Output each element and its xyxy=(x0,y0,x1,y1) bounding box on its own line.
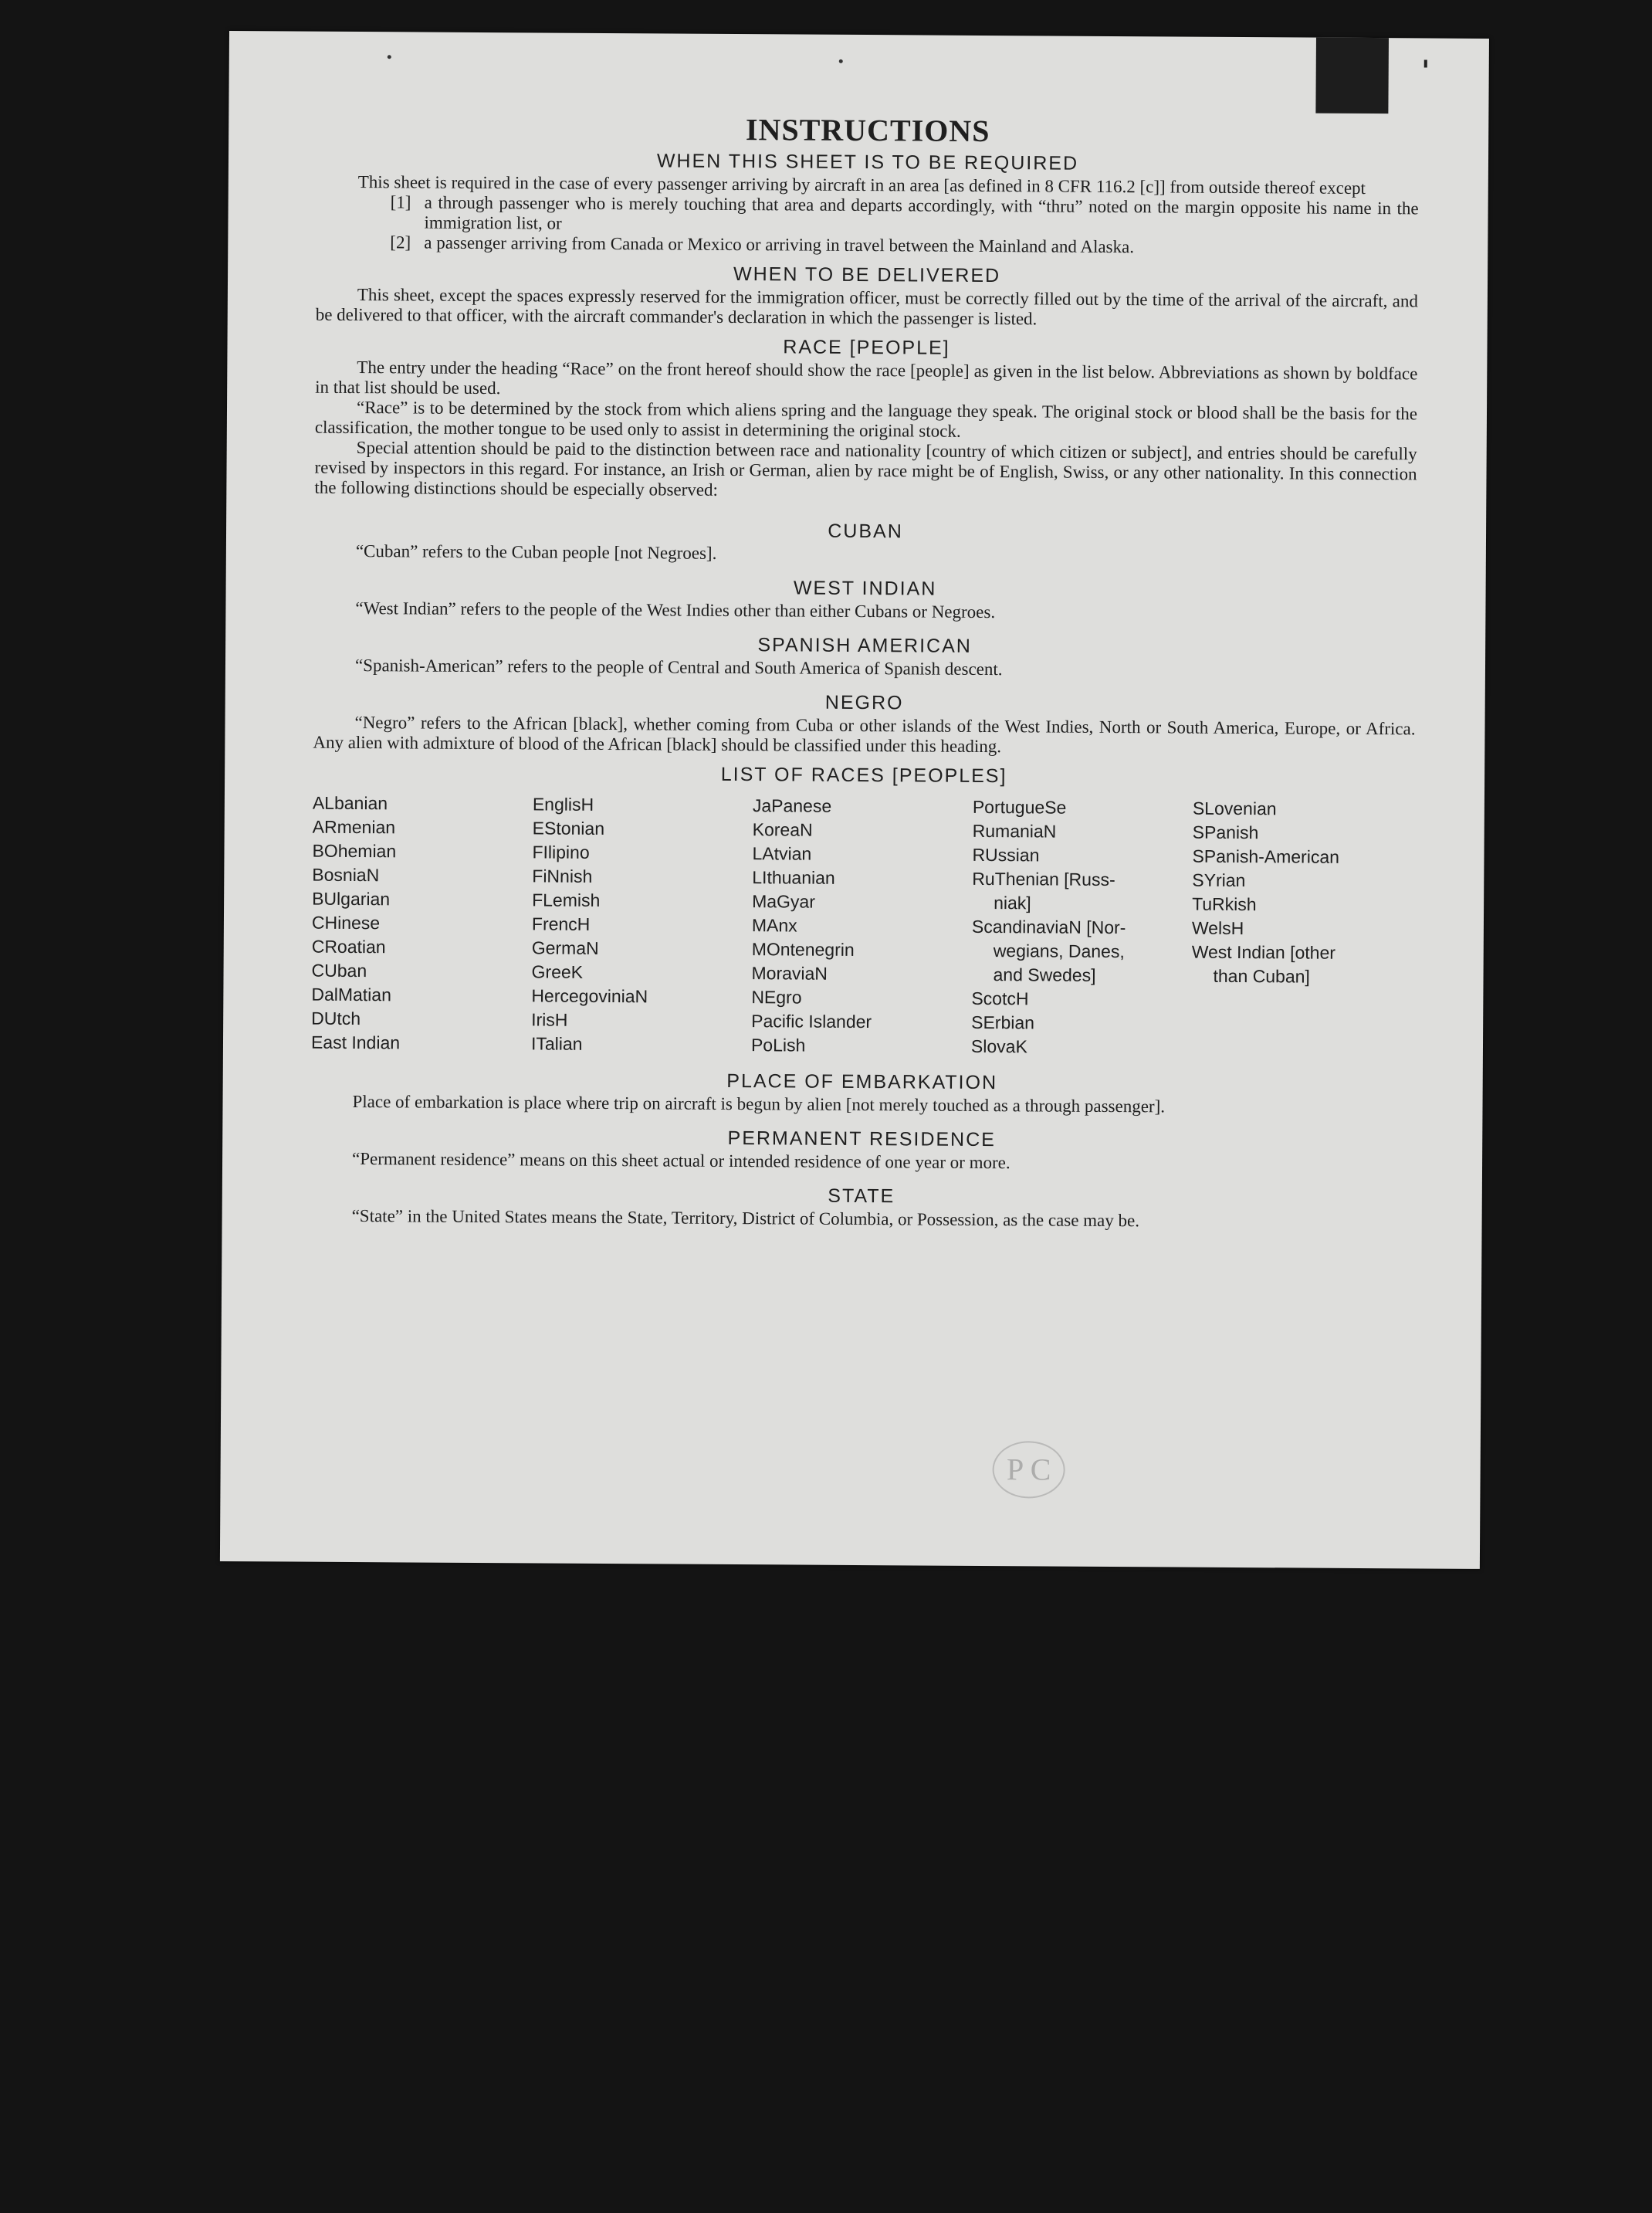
heading-cuban: CUBAN xyxy=(828,520,903,543)
race-item: SErbian xyxy=(971,1012,1035,1033)
race-item: ITalian xyxy=(530,1033,583,1054)
race-item: Pacific Islander xyxy=(751,1011,872,1032)
race-item: RumaniaN xyxy=(972,820,1057,842)
speck xyxy=(388,55,391,59)
para-spanish-american: “Spanish-American” refers to the people of Central and South America of Spanish descent. xyxy=(354,656,1003,679)
race-item: MaGyar xyxy=(752,891,816,912)
stamp-text: P C xyxy=(1006,1452,1051,1487)
heading-list-of-races: LIST OF RACES [PEOPLES] xyxy=(720,763,1007,788)
race-item: SPanish-American xyxy=(1192,846,1340,867)
race-item: FLemish xyxy=(532,890,601,910)
race-item: WelsH xyxy=(1191,917,1244,939)
race-item: PoLish xyxy=(750,1035,806,1056)
race-item: DUtch xyxy=(311,1008,361,1029)
race-item-continued: niak] xyxy=(994,893,1031,913)
exception-text: a through passenger who is merely touching that area and departs accordingly, with “thru” noted on the margin opposite his name in the immigration list, or xyxy=(424,192,1419,233)
binder-tab xyxy=(1315,38,1389,114)
race-item: FrencH xyxy=(531,913,591,934)
heading-state: STATE xyxy=(828,1184,895,1208)
heading-negro: NEGRO xyxy=(824,691,904,714)
race-item: MoraviaN xyxy=(751,963,828,984)
exception-text: a passenger arriving from Canada or Mexico or arriving in travel between the Mainland and Alaska. xyxy=(424,232,1135,257)
race-item: BOhemian xyxy=(312,840,397,862)
race-item: SYrian xyxy=(1192,869,1246,891)
para-state: “State” in the United States means the State, Territory, District of Columbia, or Possession, as the case may be. xyxy=(351,1205,1140,1231)
corner-mark xyxy=(1424,59,1427,67)
race-item: MOntenegrin xyxy=(751,939,855,960)
race-item: JaPanese xyxy=(752,795,832,816)
race-item: CUban xyxy=(311,960,367,981)
race-item: FIlipino xyxy=(532,842,590,862)
race-list xyxy=(311,791,1415,1062)
heading-residence: PERMANENT RESIDENCE xyxy=(727,1127,996,1151)
document-sheet xyxy=(220,31,1489,1569)
race-item: NEgro xyxy=(751,987,802,1008)
speck xyxy=(839,59,843,63)
race-item: ScotcH xyxy=(971,988,1029,1009)
race-column-1 xyxy=(311,791,533,1056)
heading-delivered: WHEN TO BE DELIVERED xyxy=(733,263,1001,287)
race-item: TuRkish xyxy=(1192,893,1257,915)
para-negro: “Negro” refers to the African [black], whether coming from Cuba or other islands of the West Indies, North or South America, Europe, or Africa. Any alien with admixture of blood of the African [black] should be classified under this heading. xyxy=(313,713,1416,757)
para-residence: “Permanent residence” means on this sheet actual or intended residence of one year or more. xyxy=(352,1148,1010,1173)
race-item-continued: wegians, Danes, xyxy=(993,940,1125,962)
race-item: ARmenian xyxy=(312,816,396,838)
heading-race: RACE [PEOPLE] xyxy=(783,336,950,359)
race-column-4 xyxy=(971,795,1193,1060)
race-item: LIthuanian xyxy=(752,867,835,888)
race-item: DalMatian xyxy=(311,984,392,1005)
race-column-2 xyxy=(531,792,753,1057)
para-race-1: The entry under the heading “Race” on the front hereof should show the race [people] as given in the list below. Abbreviations as shown by boldface in that list should be used. xyxy=(315,358,1418,398)
exception-number: [1] xyxy=(390,192,411,212)
exception-number: [2] xyxy=(390,232,411,252)
race-item: West Indian [other xyxy=(1191,941,1336,963)
race-item: PortugueSe xyxy=(972,796,1067,818)
heading-west-indian: WEST INDIAN xyxy=(793,577,937,600)
race-item: GermaN xyxy=(531,937,599,958)
race-item: FiNnish xyxy=(532,866,593,886)
race-item: HercegoviniaN xyxy=(531,985,648,1007)
race-item: East Indian xyxy=(310,1032,401,1053)
heading-spanish-american: SPANISH AMERICAN xyxy=(757,634,972,657)
race-column-5 xyxy=(1191,797,1413,1062)
para-west-indian: “West Indian” refers to the people of the West Indies other than either Cubans or Negroes. xyxy=(355,598,996,622)
exception-item xyxy=(390,192,1418,239)
race-item: EStonian xyxy=(532,818,605,839)
race-item-continued: and Swedes] xyxy=(993,964,1096,985)
para-race-2: “Race” is to be determined by the stock from which aliens spring and the language they speak. The original stock or blood shall be the basis for the classification, the mother tongue to be used only to assist in determining the original stock. xyxy=(314,398,1418,441)
page-title: INSTRUCTIONS xyxy=(745,112,990,149)
document-content xyxy=(310,109,1420,1233)
para-embarkation: Place of embarkation is place where trip on aircraft is begun by alien [not merely touched as a through passenger]. xyxy=(352,1092,1166,1117)
race-item: RuThenian [Russ- xyxy=(972,868,1115,890)
para-cuban: “Cuban” refers to the Cuban people [not Negroes]. xyxy=(355,541,717,563)
race-item-continued: than Cuban] xyxy=(1213,965,1310,987)
race-column-3 xyxy=(751,794,973,1059)
race-item: BUlgarian xyxy=(312,888,391,910)
para-delivered: This sheet, except the spaces expressly reserved for the immigration officer, must be correctly filled out by the time of the arrival of the aircraft, and be delivered to that officer, with the aircraft commander's declaration in which the passenger is listed. xyxy=(315,285,1418,329)
heading-embarkation: PLACE OF EMBARKATION xyxy=(726,1069,998,1094)
faint-stamp xyxy=(992,1441,1065,1499)
race-item: CRoatian xyxy=(311,936,386,957)
race-item: LAtvian xyxy=(752,843,812,864)
race-item: MAnx xyxy=(751,915,797,936)
race-item: KoreaN xyxy=(752,819,813,840)
para-race-3: Special attention should be paid to the distinction between race and nationality [country of which citizen or subject], and entries should be carefully revised by inspectors in this regard. For instance, an Irish or German, alien by race might be of English, Swiss, or any other nationality. In this connection the following distinctions should be especially observed: xyxy=(314,438,1417,500)
race-item: SlovaK xyxy=(970,1035,1027,1057)
race-item: GreeK xyxy=(531,961,584,982)
race-item: CHinese xyxy=(311,912,381,934)
race-item: ALbanian xyxy=(312,792,388,814)
race-item: RUssian xyxy=(972,844,1040,866)
para-required: This sheet is required in the case of every passenger arriving by aircraft in an area [as defined in 8 CFR 116.2 [c]] from outside thereof except xyxy=(357,172,1366,198)
race-item: SPanish xyxy=(1192,822,1259,843)
race-item: IrisH xyxy=(531,1009,568,1030)
race-item: ScandinaviaN [Nor- xyxy=(971,916,1126,938)
race-item: SLovenian xyxy=(1192,798,1277,819)
race-item: BosniaN xyxy=(312,864,380,886)
heading-required: WHEN THIS SHEET IS TO BE REQUIRED xyxy=(656,150,1079,175)
race-item: EnglisH xyxy=(532,794,594,815)
